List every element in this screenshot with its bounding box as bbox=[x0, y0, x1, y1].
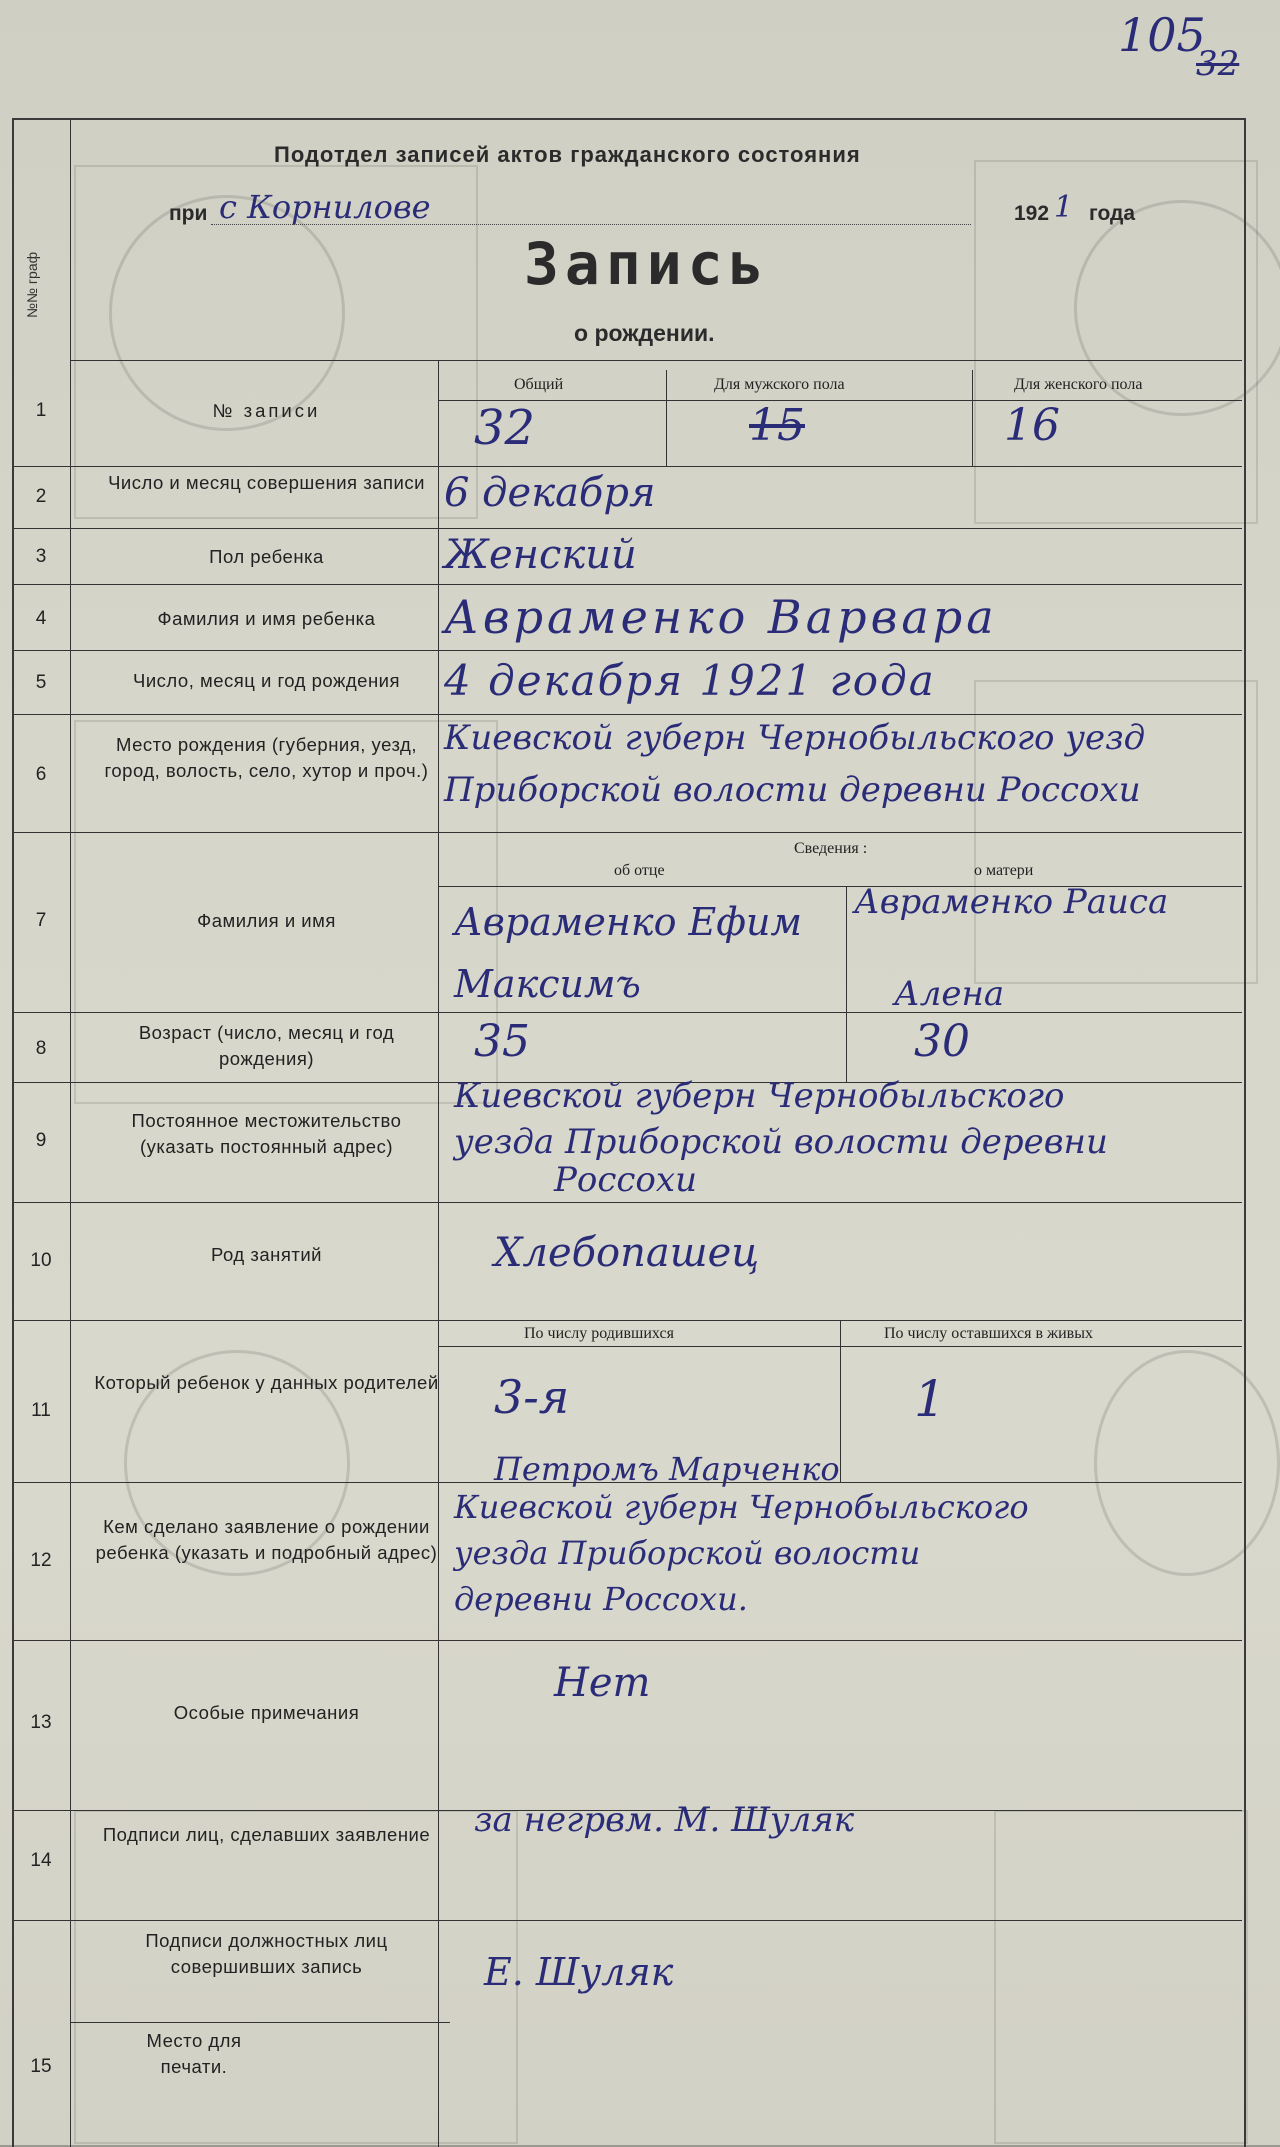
place-underline bbox=[211, 224, 971, 225]
children-alive-count: 1 bbox=[914, 1370, 946, 1428]
row-label: № записи bbox=[212, 400, 321, 421]
row-number: 12 bbox=[30, 1550, 52, 1571]
graf-column-header: №№ граф bbox=[24, 251, 40, 318]
row-divider bbox=[14, 1920, 1242, 1921]
row-label: Число и месяц совершения записи bbox=[108, 472, 425, 493]
stamp-seal-graphic bbox=[1094, 1350, 1280, 1576]
occupation: Хлебопашец bbox=[494, 1230, 760, 1276]
row-label: Число, месяц и год рождения bbox=[132, 670, 401, 691]
father-name-line-2: Максимъ bbox=[454, 962, 641, 1006]
revenue-stamp-graphic bbox=[994, 1810, 1248, 2144]
child-name: Авраменко Варвара bbox=[444, 590, 998, 644]
row-label: Фамилия и имя ребенка bbox=[157, 608, 376, 629]
row-label: Род занятий bbox=[211, 1244, 322, 1265]
row-label: Подписи лиц, сделавших заявление bbox=[102, 1824, 431, 1845]
row-label: Особые примечания bbox=[173, 1702, 360, 1723]
birth-record-form bbox=[12, 118, 1246, 2147]
row-divider bbox=[14, 714, 1242, 715]
record-number-male: 15 bbox=[749, 400, 805, 451]
row-number: 8 bbox=[35, 1038, 47, 1059]
row-divider bbox=[70, 360, 1242, 361]
row-number: 6 bbox=[35, 764, 47, 785]
column-divider bbox=[846, 886, 847, 1082]
row-number: 15 bbox=[30, 2056, 52, 2077]
record-date: 6 декабря bbox=[444, 470, 656, 516]
declarant-line-1: Петромъ Марченко bbox=[494, 1450, 840, 1488]
row-label: Фамилия и имя bbox=[197, 910, 336, 931]
row-label: Подписи должностных лиц совершивших запись bbox=[145, 1930, 388, 1977]
subhead-alive: По числу оставшихся в живых bbox=[884, 1325, 1093, 1342]
mother-age: 30 bbox=[914, 1016, 970, 1067]
row-label: Пол ребенка bbox=[209, 546, 324, 567]
column-divider bbox=[840, 1320, 841, 1482]
official-signature: Е. Шуляк bbox=[484, 1950, 674, 1994]
page-subtitle: о рождении. bbox=[574, 320, 715, 346]
row-label: Место рождения (губерния, уезд, город, волость, село, хутор и проч.) bbox=[104, 734, 429, 781]
row-divider bbox=[438, 400, 1242, 401]
subdepartment-heading: Подотдел записей актов гражданского состояния bbox=[274, 142, 861, 167]
year-suffix: года bbox=[1089, 202, 1136, 225]
declarant-line-2: Киевской губерн Чернобыльского bbox=[454, 1488, 1029, 1526]
declarant-line-4: деревни Россохи. bbox=[454, 1580, 748, 1618]
stamp-place-label: Место для печати. bbox=[146, 2030, 242, 2077]
column-divider bbox=[70, 120, 71, 2147]
subhead-common: Общий bbox=[514, 376, 564, 393]
year-prefix: 192 bbox=[1014, 202, 1050, 225]
row-number: 1 bbox=[35, 400, 47, 421]
subhead-male: Для мужского пола bbox=[714, 376, 845, 393]
child-sex: Женский bbox=[444, 532, 637, 578]
child-order-born: 3-я bbox=[494, 1370, 570, 1424]
place-handwritten: с Корнилове bbox=[219, 188, 431, 226]
subhead-female: Для женского пола bbox=[1014, 376, 1143, 393]
subhead-svedenia: Сведения : bbox=[794, 840, 868, 857]
column-divider bbox=[666, 370, 667, 466]
row-divider bbox=[14, 1640, 1242, 1641]
row-number: 3 bbox=[35, 546, 47, 567]
row-divider bbox=[14, 466, 1242, 467]
residence-line-1: Киевской губерн Чернобыльского bbox=[454, 1076, 1065, 1116]
father-name-line-1: Авраменко Ефим bbox=[454, 900, 803, 944]
record-number-female: 16 bbox=[1004, 400, 1060, 451]
residence-line-3: Россохи bbox=[554, 1160, 697, 1200]
year-handwritten: 1 bbox=[1054, 190, 1074, 225]
subhead-mother: о матери bbox=[974, 862, 1034, 879]
row-number: 7 bbox=[35, 910, 47, 931]
declarant-line-3: уезда Приборской волости bbox=[454, 1534, 921, 1572]
row-label: Постоянное местожительство (указать постоянный адрес) bbox=[131, 1110, 402, 1157]
row-label: Возраст (число, месяц и год рождения) bbox=[138, 1022, 395, 1069]
row-divider bbox=[14, 1202, 1242, 1203]
row-divider bbox=[70, 2022, 450, 2023]
row-number: 11 bbox=[31, 1400, 51, 1421]
row-number: 9 bbox=[35, 1130, 47, 1151]
birth-date: 4 декабря 1921 года bbox=[444, 656, 936, 705]
row-number: 10 bbox=[30, 1250, 52, 1271]
row-divider bbox=[14, 650, 1242, 651]
birth-place-line-2: Приборской волости деревни Россохи bbox=[444, 770, 1141, 810]
row-number: 13 bbox=[30, 1712, 52, 1733]
birth-place-line-1: Киевской губерн Чернобыльского уезд bbox=[444, 718, 1146, 758]
row-divider bbox=[14, 1012, 1242, 1013]
father-age: 35 bbox=[474, 1016, 530, 1067]
column-divider bbox=[972, 370, 973, 466]
row-number: 5 bbox=[35, 672, 47, 693]
residence-line-2: уезда Приборской волости деревни bbox=[454, 1122, 1108, 1162]
row-divider bbox=[14, 528, 1242, 529]
row-number: 14 bbox=[30, 1850, 52, 1871]
special-notes: Нет bbox=[554, 1660, 651, 1706]
mother-name-line-1: Авраменко Раиса bbox=[854, 882, 1169, 922]
declarant-signature: за негрвм. М. Шуляк bbox=[474, 1800, 855, 1840]
mother-name-line-2: Алена bbox=[894, 974, 1005, 1014]
archive-sheet-number: 105 bbox=[1118, 8, 1206, 62]
subhead-father: об отце bbox=[614, 862, 665, 879]
row-label: Который ребенок у данных родителей bbox=[94, 1372, 439, 1393]
row-divider bbox=[14, 1320, 1242, 1321]
pri-prefix: при bbox=[169, 202, 208, 225]
row-divider bbox=[14, 584, 1242, 585]
row-number: 2 bbox=[35, 486, 47, 507]
row-number: 4 bbox=[35, 608, 47, 629]
subhead-born: По числу родившихся bbox=[524, 1325, 674, 1342]
archive-corner-number: 32 bbox=[1196, 44, 1240, 84]
record-number-common: 32 bbox=[474, 400, 536, 456]
row-divider bbox=[14, 832, 1242, 833]
place-line bbox=[169, 190, 1209, 226]
row-label: Кем сделано заявление о рождении ребенка (указать и подробный адрес) bbox=[95, 1516, 438, 1563]
page-title: Запись bbox=[524, 230, 770, 298]
